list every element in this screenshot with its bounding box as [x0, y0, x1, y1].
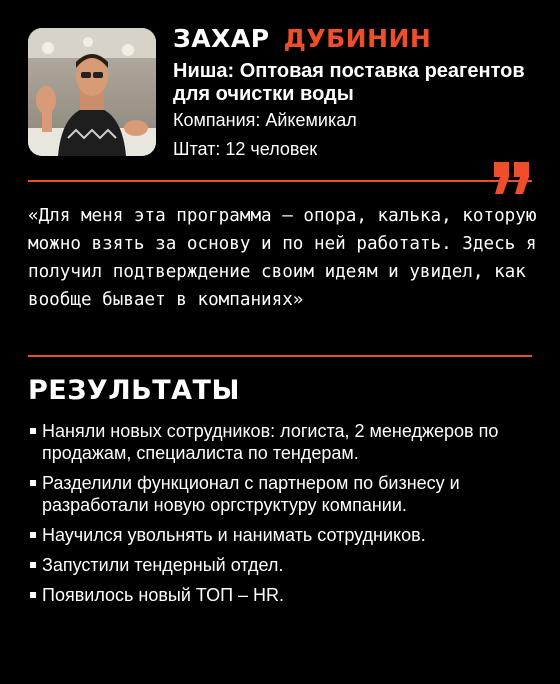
square-bullet-icon	[30, 592, 36, 598]
list-item-text: Наняли новых сотрудников: логиста, 2 менеджеров по продажам, специалиста по тендерам.	[42, 421, 499, 463]
niche-text: Ниша: Оптовая поставка реагентов для очистки воды	[173, 60, 525, 105]
company-text: Компания: Айкемикал	[173, 110, 357, 130]
results-title: РЕЗУЛЬТАТЫ	[28, 375, 240, 406]
staff-text: Штат: 12 человек	[173, 139, 318, 159]
first-name: ЗАХАР	[173, 24, 270, 53]
results-list	[28, 420, 528, 614]
square-bullet-icon	[30, 532, 36, 538]
square-bullet-icon	[30, 562, 36, 568]
list-item-text: Запустили тендерный отдел.	[42, 555, 284, 575]
testimonial-quote: «Для меня эта программа – опора, калька, которую можно взять за основу и по ней работать. Здесь я получил подтверждение своим идеям и увидел, как вообще бывает в компаниях»	[28, 206, 537, 310]
profile-info	[173, 22, 553, 161]
list-item-text: Научился увольнять и нанимать сотрудников.	[42, 525, 426, 545]
list-item	[28, 524, 528, 546]
divider-top	[28, 180, 532, 182]
person-name	[173, 22, 553, 56]
divider-bottom	[28, 355, 532, 357]
square-bullet-icon	[30, 428, 36, 434]
quote-mark-icon	[492, 162, 532, 194]
list-item-text: Появилось новый ТОП – HR.	[42, 585, 285, 605]
list-item	[28, 554, 528, 576]
list-item	[28, 472, 528, 516]
square-bullet-icon	[30, 480, 36, 486]
list-item	[28, 420, 528, 464]
avatar	[28, 28, 156, 156]
last-name: ДУБИНИН	[283, 24, 432, 53]
list-item	[28, 584, 528, 606]
list-item-text: Разделили функционал с партнером по бизнесу и разработали новую оргструктуру компании.	[42, 473, 460, 515]
